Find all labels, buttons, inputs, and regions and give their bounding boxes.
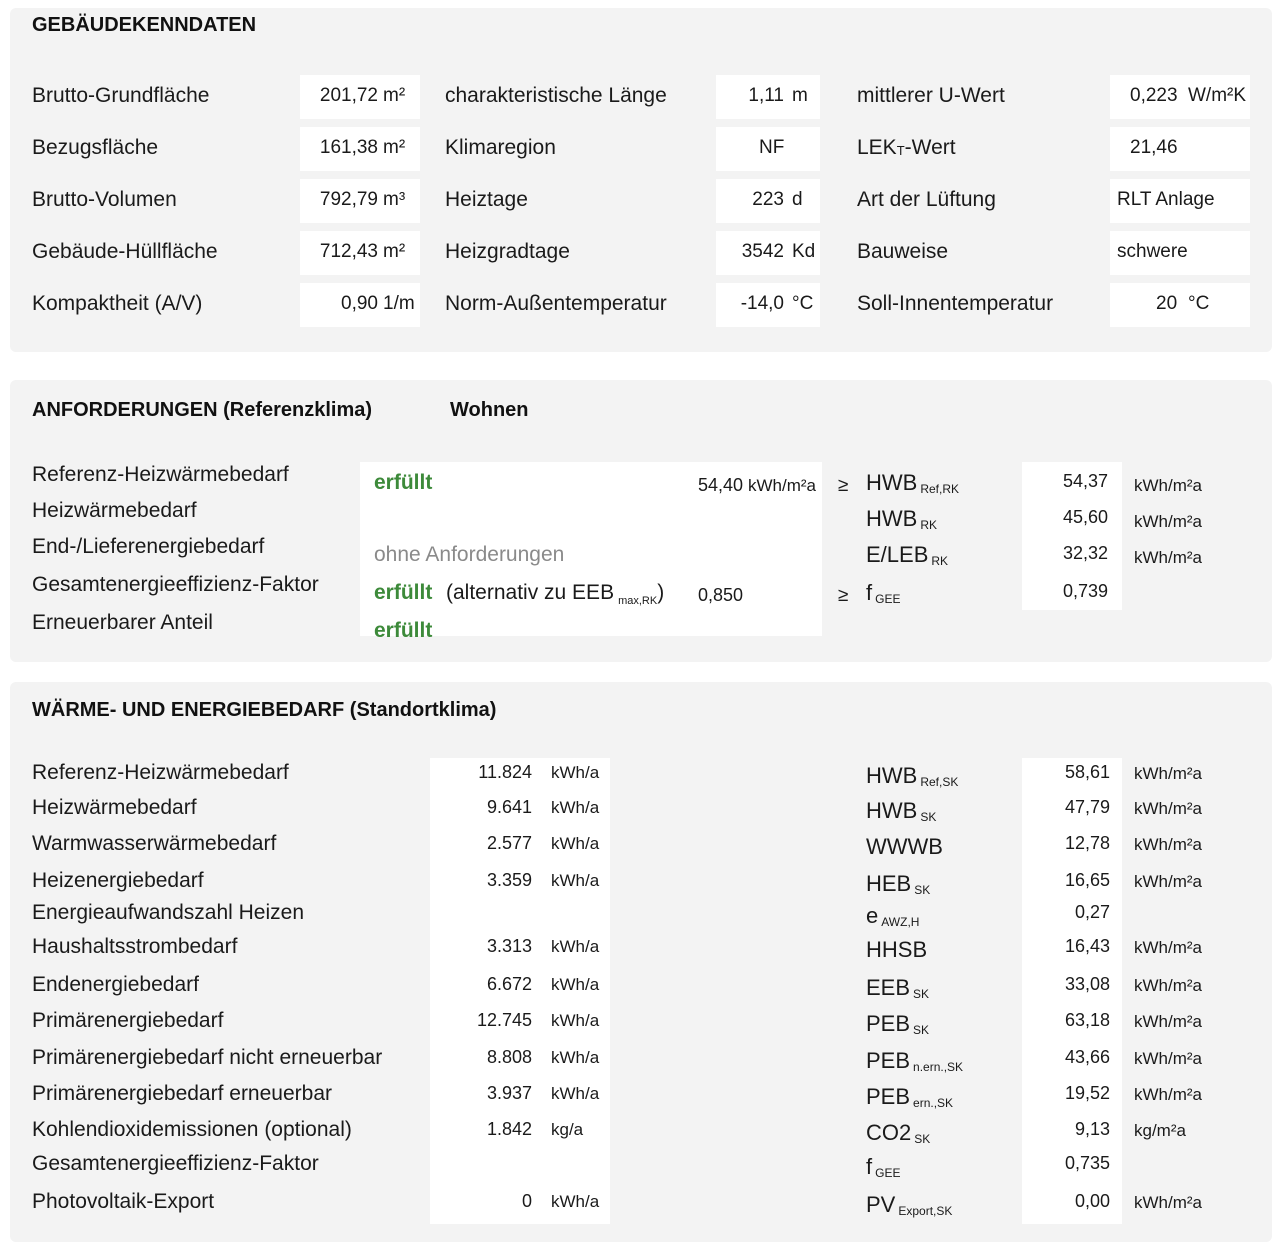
spec-value: 12,78 bbox=[1064, 833, 1110, 853]
label bbox=[857, 240, 948, 264]
label: Brutto-Volumen bbox=[32, 188, 177, 211]
symbol-hhsb-main: HHSB bbox=[866, 937, 928, 962]
demand-label: Haushaltsstrombedarf bbox=[32, 935, 238, 958]
spec-value: 33,08 bbox=[1064, 974, 1110, 994]
spec-value: 0,735 bbox=[1064, 1153, 1110, 1173]
spec-value: 19,52 bbox=[1064, 1083, 1110, 1103]
symbol-pv bbox=[866, 1192, 952, 1218]
spec-value: 0,00 bbox=[1074, 1191, 1110, 1211]
abs-value: 2.577 bbox=[486, 833, 532, 853]
requirement-value: 0,850 bbox=[698, 585, 744, 605]
unit: m bbox=[792, 85, 808, 106]
value: 32,32 bbox=[1062, 543, 1108, 563]
requirement-unit: kWh/m²a bbox=[748, 476, 816, 495]
note-alternativ bbox=[446, 581, 664, 607]
symbol-f bbox=[866, 1154, 900, 1180]
spec-unit: kWh/m²a bbox=[1134, 799, 1202, 818]
symbol-hwb-main: HWB bbox=[866, 763, 918, 788]
symbol-co2 bbox=[866, 1120, 930, 1146]
demand-label: Endenergiebedarf bbox=[32, 973, 199, 996]
demand-label: Heizenergiebedarf bbox=[32, 869, 204, 892]
spec-value: 58,61 bbox=[1064, 762, 1110, 782]
abs-unit: kWh/a bbox=[551, 1084, 600, 1103]
demand-label: Primärenergiebedarf erneuerbar bbox=[32, 1082, 332, 1105]
anforderungen-title: ANFORDERUNGEN (Referenzklima) bbox=[32, 399, 373, 421]
note-ohne-anforderungen: ohne Anforderungen bbox=[374, 543, 565, 566]
demand-label: Gesamtenergieeffizienz-Faktor bbox=[32, 1152, 319, 1175]
status-erfuellt: erfüllt bbox=[374, 619, 433, 642]
value: 3542 bbox=[741, 241, 784, 262]
spec-value: 9,13 bbox=[1074, 1119, 1110, 1139]
spec-unit: kWh/m²a bbox=[1134, 835, 1202, 854]
symbol-heb-main: HEB bbox=[866, 871, 912, 896]
abs-unit: kWh/a bbox=[551, 975, 600, 994]
symbol-peb bbox=[866, 1084, 953, 1110]
abs-value: 9.641 bbox=[486, 797, 532, 817]
label-main: Bauweise bbox=[857, 240, 949, 263]
symbol-f-main: f bbox=[866, 1154, 873, 1179]
label: Gebäude-Hüllfläche bbox=[32, 240, 218, 263]
requirement-label: Heizwärmebedarf bbox=[32, 499, 197, 522]
abs-unit: kWh/a bbox=[551, 1192, 600, 1211]
unit: d bbox=[792, 189, 803, 210]
label: Bezugsfläche bbox=[32, 136, 159, 159]
symbol-pv-sub: Export,SK bbox=[898, 1204, 953, 1218]
value: NF bbox=[759, 137, 785, 158]
abs-value: 1.842 bbox=[486, 1119, 532, 1139]
demand-label: Referenz-Heizwärmebedarf bbox=[32, 761, 289, 784]
abs-unit: kWh/a bbox=[551, 834, 600, 853]
symbol-hwb bbox=[866, 798, 936, 824]
label bbox=[857, 84, 1005, 108]
symbol-heb-sub: SK bbox=[914, 883, 931, 897]
demand-label: Energieaufwandszahl Heizen bbox=[32, 901, 305, 924]
symbol-eleb bbox=[866, 542, 948, 568]
symbol-hwb-main: HWB bbox=[866, 470, 918, 495]
symbol-hwb-sub: SK bbox=[920, 810, 937, 824]
abs-unit: kWh/a bbox=[551, 763, 600, 782]
spec-unit: kWh/m²a bbox=[1134, 1085, 1202, 1104]
demand-label: Warmwasserwärmebedarf bbox=[32, 832, 277, 855]
unit: m² bbox=[383, 85, 406, 106]
symbol-hwb bbox=[866, 763, 958, 789]
demand-label: Primärenergiebedarf bbox=[32, 1009, 224, 1032]
label-main: Soll-Innentemperatur bbox=[857, 292, 1054, 315]
spec-value: 63,18 bbox=[1064, 1010, 1110, 1030]
value-box bbox=[1110, 283, 1250, 327]
spec-value: 47,79 bbox=[1064, 797, 1110, 817]
symbol-eeb-main: EEB bbox=[866, 975, 911, 1000]
unit: m² bbox=[383, 137, 406, 158]
requirement-value: 54,40 bbox=[698, 475, 744, 495]
abs-unit: kWh/a bbox=[551, 871, 600, 890]
label-sub: T bbox=[896, 143, 905, 158]
symbol-eeb bbox=[866, 975, 929, 1001]
symbol-peb bbox=[866, 1011, 929, 1037]
unit: m³ bbox=[383, 189, 406, 210]
unit: kWh/m²a bbox=[1134, 476, 1202, 495]
symbol-eleb-main: E/LEB bbox=[866, 542, 929, 567]
symbol-wwwb-main: WWWB bbox=[866, 834, 943, 859]
unit: kWh/m²a bbox=[1134, 548, 1202, 567]
value: 0,739 bbox=[1062, 581, 1108, 601]
abs-value: 8.808 bbox=[486, 1047, 532, 1067]
abs-value: 3.359 bbox=[486, 870, 532, 890]
symbol-hwb bbox=[866, 470, 959, 496]
anforderungen-subtitle: Wohnen bbox=[450, 399, 529, 421]
unit: °C bbox=[792, 293, 814, 314]
symbol-co2-sub: SK bbox=[914, 1132, 931, 1146]
symbol-e bbox=[866, 903, 919, 929]
bedarf-title-suffix: (Standortklima) bbox=[349, 699, 497, 721]
symbol-hwb-main: HWB bbox=[866, 798, 918, 823]
value: 45,60 bbox=[1062, 507, 1108, 527]
symbol-f-sub: GEE bbox=[875, 592, 901, 606]
value: 21,46 bbox=[1130, 137, 1178, 158]
value: 223 bbox=[752, 189, 784, 210]
symbol-eleb-sub: RK bbox=[931, 554, 949, 568]
bedarf-title-main: WÄRME- UND ENERGIEBEDARF bbox=[32, 699, 345, 721]
label: charakteristische Länge bbox=[445, 84, 667, 107]
value: schwere bbox=[1117, 241, 1188, 262]
label: Klimaregion bbox=[445, 136, 556, 159]
value: 161,38 bbox=[319, 137, 378, 158]
value: 201,72 bbox=[319, 85, 378, 106]
symbol-hwb-sub: Ref,SK bbox=[920, 775, 959, 789]
gebaeudekenndaten-title: GEBÄUDEKENNDATEN bbox=[32, 14, 257, 36]
label-main: Art der Lüftung bbox=[857, 188, 996, 211]
abs-unit: kWh/a bbox=[551, 1011, 600, 1030]
demand-label: Photovoltaik-Export bbox=[32, 1190, 215, 1213]
unit: W/m²K bbox=[1188, 85, 1247, 106]
label: Heizgradtage bbox=[445, 240, 570, 263]
abs-unit: kg/a bbox=[551, 1120, 584, 1139]
spec-unit: kWh/m²a bbox=[1134, 938, 1202, 957]
requirement-label: Erneuerbarer Anteil bbox=[32, 611, 213, 634]
symbol-peb bbox=[866, 1048, 963, 1074]
value: RLT Anlage bbox=[1117, 189, 1215, 210]
operator: ≥ bbox=[838, 585, 849, 606]
label-main: LEK bbox=[857, 136, 897, 159]
value: 20 bbox=[1156, 293, 1178, 314]
value: 0,223 bbox=[1130, 85, 1178, 106]
label bbox=[857, 292, 1053, 316]
symbol-f-main: f bbox=[866, 580, 873, 605]
spec-unit: kWh/m²a bbox=[1134, 1193, 1202, 1212]
abs-value: 11.824 bbox=[478, 762, 532, 782]
symbol-e-main: e bbox=[866, 903, 879, 928]
symbol-hwb bbox=[866, 506, 937, 532]
symbol-hwb-sub: RK bbox=[920, 518, 937, 532]
unit: 1/m bbox=[383, 293, 415, 314]
unit: kWh/m²a bbox=[1134, 512, 1202, 531]
label-suffix: -Wert bbox=[904, 136, 956, 159]
symbol-peb-sub: n.ern.,SK bbox=[913, 1060, 964, 1074]
demand-label: Primärenergiebedarf nicht erneuerbar bbox=[32, 1046, 383, 1069]
requirement-label: Referenz-Heizwärmebedarf bbox=[32, 463, 289, 486]
abs-value: 3.937 bbox=[486, 1083, 532, 1103]
value: 54,37 bbox=[1062, 471, 1108, 491]
demand-label: Heizwärmebedarf bbox=[32, 796, 197, 819]
operator: ≥ bbox=[838, 475, 849, 496]
symbol-hwb-sub: Ref,RK bbox=[920, 482, 960, 496]
note-sub: max,RK bbox=[618, 595, 658, 608]
value: -14,0 bbox=[740, 293, 784, 314]
unit: m² bbox=[383, 241, 406, 262]
abs-value: 3.313 bbox=[486, 936, 532, 956]
demand-label: Kohlendioxidemissionen (optional) bbox=[32, 1118, 352, 1141]
label bbox=[857, 188, 996, 212]
label-main: mittlerer U-Wert bbox=[857, 84, 1005, 107]
abs-unit: kWh/a bbox=[551, 937, 600, 956]
status-erfuellt: erfüllt bbox=[374, 471, 433, 494]
spec-unit: kWh/m²a bbox=[1134, 976, 1202, 995]
label: Kompaktheit (A/V) bbox=[32, 292, 203, 315]
symbol-eeb-sub: SK bbox=[913, 987, 930, 1001]
value: 1,11 bbox=[748, 85, 784, 106]
unit: Kd bbox=[792, 241, 816, 262]
spec-unit: kWh/m²a bbox=[1134, 764, 1202, 783]
label: Norm-Außentemperatur bbox=[445, 292, 667, 315]
spec-value: 16,65 bbox=[1064, 870, 1110, 890]
abs-value: 6.672 bbox=[486, 974, 532, 994]
symbol-co2-main: CO2 bbox=[866, 1120, 912, 1145]
symbol-peb-main: PEB bbox=[866, 1011, 911, 1036]
symbol-peb-sub: SK bbox=[913, 1023, 930, 1037]
abs-value: 12.745 bbox=[476, 1010, 532, 1030]
note-text: (alternativ zu EEB bbox=[446, 581, 615, 604]
symbol-peb-main: PEB bbox=[866, 1084, 911, 1109]
status-erfuellt: erfüllt bbox=[374, 581, 433, 604]
symbol-wwwb bbox=[866, 834, 943, 860]
bedarf-title bbox=[32, 699, 496, 722]
spec-value: 43,66 bbox=[1064, 1047, 1110, 1067]
symbol-hhsb bbox=[866, 937, 927, 963]
symbol-peb-main: PEB bbox=[866, 1048, 911, 1073]
abs-value: 0 bbox=[521, 1191, 532, 1211]
symbol-heb bbox=[866, 871, 930, 897]
symbol-e-sub: AWZ,H bbox=[881, 915, 920, 929]
symbol-f-sub: GEE bbox=[875, 1166, 901, 1180]
note-end: ) bbox=[657, 581, 665, 604]
spec-value: 16,43 bbox=[1064, 936, 1110, 956]
requirement-label: End-/Lieferenergiebedarf bbox=[32, 535, 265, 558]
value: 792,79 bbox=[319, 189, 378, 210]
symbol-f bbox=[866, 580, 900, 606]
unit: °C bbox=[1188, 293, 1210, 314]
symbol-peb-sub: ern.,SK bbox=[913, 1096, 954, 1110]
abs-unit: kWh/a bbox=[551, 1048, 600, 1067]
label bbox=[857, 136, 956, 160]
value: 0,90 bbox=[341, 293, 378, 314]
spec-unit: kWh/m²a bbox=[1134, 872, 1202, 891]
label: Heiztage bbox=[445, 188, 528, 211]
symbol-pv-main: PV bbox=[866, 1192, 896, 1217]
label: Brutto-Grundfläche bbox=[32, 84, 210, 107]
requirement-label: Gesamtenergieeffizienz-Faktor bbox=[32, 573, 319, 596]
spec-unit: kg/m²a bbox=[1134, 1121, 1186, 1140]
spec-unit: kWh/m²a bbox=[1134, 1012, 1202, 1031]
value: 712,43 bbox=[319, 241, 378, 262]
spec-value: 0,27 bbox=[1074, 902, 1110, 922]
abs-unit: kWh/a bbox=[551, 798, 600, 817]
spec-unit: kWh/m²a bbox=[1134, 1049, 1202, 1068]
symbol-hwb-main: HWB bbox=[866, 506, 918, 531]
